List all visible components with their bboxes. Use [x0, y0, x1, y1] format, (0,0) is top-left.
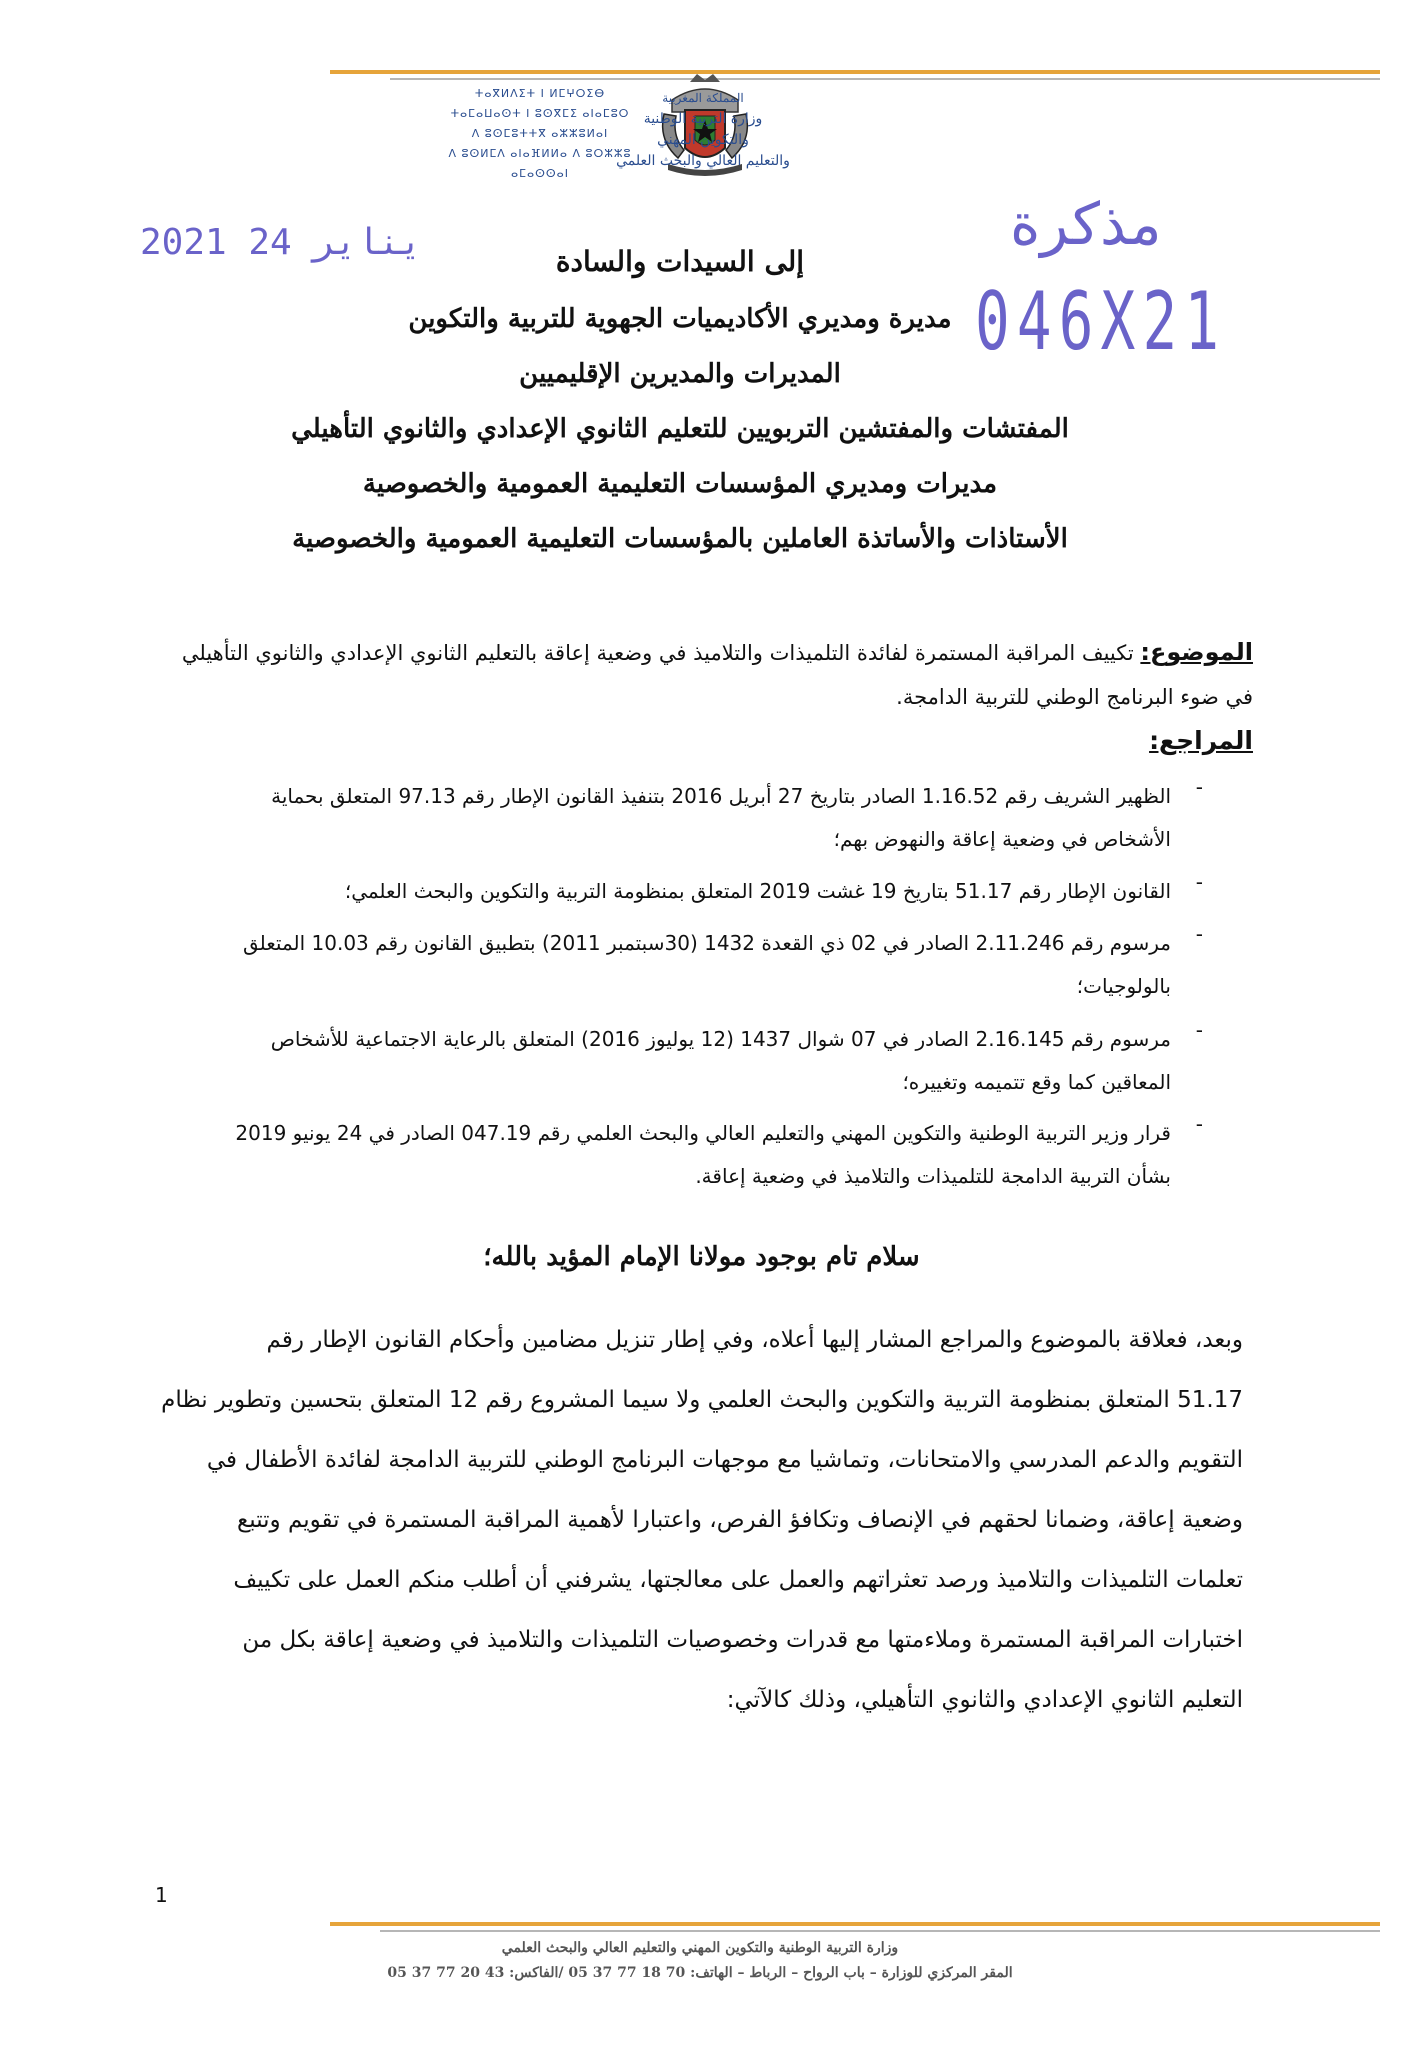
paragraph-line: التقويم والدعم المدرسي والامتحانات، وتماشيا مع موجهات البرنامج الوطني للتربية الدامجة لفائدة الأطفال في [206, 1447, 1243, 1473]
reference-line: الأشخاص في وضعية إعاقة والنهوض بهم؛ [833, 827, 1171, 851]
header-accent-line [330, 70, 1380, 74]
paragraph-line: التعليم الثانوي الإعدادي والثانوي التأهيلي، وذلك كالآتي: [726, 1687, 1243, 1713]
ministry-line: والتعليم العالي والبحث العلمي [616, 153, 790, 169]
tifinagh-line: ⵜⴰⵎⴰⵡⴰⵙⵜ ⵏ ⵓⵙⴳⵎⵉ ⴰⵏⴰⵎⵓⵔ [450, 107, 630, 120]
addressee-intro: إلى السيدات والسادة [555, 245, 805, 278]
reference-bullet: - [1195, 870, 1203, 894]
paragraph-line: تعلمات التلميذات والتلاميذ ورصد تعثراتهم والعمل على معالجتها، يشرفني أن أطلب منكم العمل على تكييف [233, 1567, 1243, 1593]
reference-line: بالولوجيات؛ [1076, 974, 1171, 998]
addressee-line: الأستاذات والأساتذة العاملين بالمؤسسات التعليمية العمومية والخصوصية [292, 524, 1068, 554]
addressee-line: المفتشات والمفتشين التربويين للتعليم الثانوي الإعدادي والثانوي التأهيلي [291, 414, 1069, 444]
paragraph-line: 51.17 المتعلق بمنظومة التربية والتكوين والبحث العلمي ولا سيما المشروع رقم 12 المتعلق بتحسين وتطوير نظام [161, 1387, 1243, 1413]
reference-bullet: - [1195, 775, 1203, 799]
salutation: سلام تام بوجود مولانا الإمام المؤيد بالله؛ [483, 1242, 920, 1272]
subject-line-2: في ضوء البرنامج الوطني للتربية الدامجة. [896, 685, 1253, 709]
reference-line: المعاقين كما وقع تتميمه وتغييره؛ [902, 1070, 1171, 1094]
ministry-line: وزارة التربية الوطنية [643, 111, 763, 127]
subject-block [150, 630, 1253, 719]
main-paragraph [160, 1310, 1243, 1730]
reference-line: الظهير الشريف رقم 1.16.52 الصادر بتاريخ 27 أبريل 2016 بتنفيذ القانون الإطار رقم 97.13 المتعلق بحماية [271, 784, 1171, 808]
addressee-line: مديرات ومديري المؤسسات التعليمية العمومية والخصوصية [362, 469, 998, 499]
reference-bullet: - [1195, 922, 1203, 946]
memo-label-stamp: مذكرة [1010, 190, 1162, 258]
reference-line: قرار وزير التربية الوطنية والتكوين المهني والتعليم العالي والبحث العلمي رقم 047.19 الصادر في 24 يونيو 2019 [235, 1121, 1171, 1145]
addressees-block [180, 232, 1180, 567]
footer-address: المقر المركزي للوزارة – باب الرواح – الرباط – الهاتف: 70 18 77 37 05 /الفاكس: 43 20 77 37 05 [387, 1965, 1013, 1981]
subject-label: الموضوع: [1140, 638, 1253, 666]
addressee-line: المديرات والمديرين الإقليميين [519, 359, 841, 389]
reference-line: بشأن التربية الدامجة للتلميذات والتلاميذ في وضعية إعاقة. [695, 1164, 1171, 1188]
subject-line-1 [150, 630, 1253, 675]
footer-accent-line [330, 1922, 1380, 1926]
footer-ministry: وزارة التربية الوطنية والتكوين المهني والتعليم العالي والبحث العلمي [501, 1940, 899, 1956]
footer-grey-line [380, 1930, 1380, 1932]
ministry-line: المملكة المغربية [662, 91, 744, 105]
page-number: 1 [155, 1883, 168, 1907]
tifinagh-line: ⴷ ⵓⵙⵍⵎⴷ ⴰⵏⴰⴼⵍⵍⴰ ⴷ ⵓⵔⵣⵣⵓ ⴰⵎⴰⵙⵙⴰⵏ [448, 147, 632, 180]
tifinagh-line: ⵜⴰⴳⵍⴷⵉⵜ ⵏ ⵍⵎⵖⵔⵉⴱ [474, 87, 606, 100]
addressee-line: مديرة ومديري الأكاديميات الجهوية للتربية والتكوين [408, 304, 952, 334]
memo-number-stamp: 046X21 [975, 275, 1227, 368]
ministry-line: والتكوين المهني [657, 132, 749, 148]
ministry-header [578, 88, 828, 172]
date-stamp: 2021 يناير 24 [140, 222, 422, 263]
paragraph-line: وبعد، فعلاقة بالموضوع والمراجع المشار إليها أعلاه، وفي إطار تنزيل مضامين وأحكام القانون الإطار رقم [266, 1327, 1243, 1353]
reference-bullet: - [1195, 1018, 1203, 1042]
subject-text: تكييف المراقبة المستمرة لفائدة التلميذات والتلاميذ في وضعية إعاقة بالتعليم الثانوي الإعدادي والثانوي التأهيلي [181, 641, 1134, 665]
references-label: المراجع: [1149, 726, 1253, 755]
reference-bullet: - [1195, 1112, 1203, 1136]
paragraph-line: اختبارات المراقبة المستمرة وملاءمتها مع قدرات وخصوصيات التلميذات والتلاميذ في وضعية إعاقة بكل من [242, 1627, 1243, 1653]
header-grey-line [390, 78, 1380, 80]
tifinagh-line: ⴷ ⵓⵙⵎⵓⵜⵜⴳ ⴰⵣⵣⵓⵍⴰⵏ [471, 127, 609, 140]
reference-line: مرسوم رقم 2.16.145 الصادر في 07 شوال 1437 (12 يوليوز 2016) المتعلق بالرعاية الاجتماعية للأشخاص [270, 1027, 1171, 1051]
reference-line: القانون الإطار رقم 51.17 بتاريخ 19 غشت 2019 المتعلق بمنظومة التربية والتكوين والبحث العلمي؛ [344, 879, 1171, 903]
reference-line: مرسوم رقم 2.11.246 الصادر في 02 ذي القعدة 1432 (30سبتمبر 2011) بتطبيق القانون رقم 10.03 المتعلق [242, 931, 1171, 955]
paragraph-line: وضعية إعاقة، وضمانا لحقهم في الإنصاف وتكافؤ الفرص، واعتبارا لأهمية المراقبة المستمرة في تقويم وتتبع [237, 1507, 1243, 1533]
